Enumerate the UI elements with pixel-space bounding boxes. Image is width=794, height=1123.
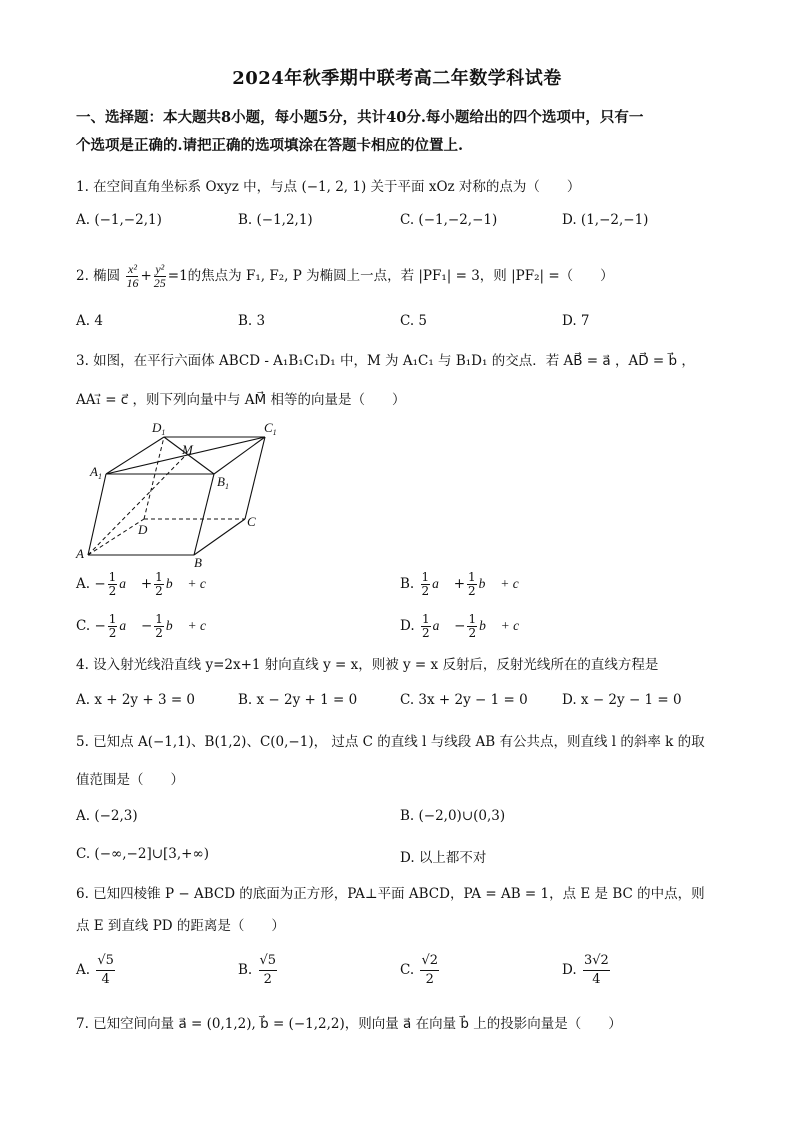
question-5-line-2: 值范围是（ ） (76, 772, 184, 788)
q2-suffix: =1的焦点为 F₁, F₂, P 为椭圆上一点，若 |PF₁| = 3，则 |PF₂| =（ ） (167, 268, 614, 284)
q2-frac1-num: x² (128, 262, 137, 276)
q2-frac2-num: y² (155, 262, 165, 276)
q6-option-a: A. $\frac{√5}{4}$ (76, 953, 114, 987)
q6-option-c: C. $\frac{√2}{2}$ (400, 953, 438, 987)
label-b1: $B_1$ (217, 474, 229, 491)
label-c: C (247, 514, 256, 529)
q1-option-d: D. (1,−2,−1) (562, 212, 649, 228)
q3-option-b: B. $\frac{1}{2}$ a⃗ + $\frac{1}{2}$ b⃗ + c⃗ (400, 570, 530, 598)
label-d1: $D_1$ (152, 420, 166, 437)
question-3-line-1: 3. 如图，在平行六面体 ABCD - A₁B₁C₁D₁ 中，M 为 A₁C₁ 与 B₁D₁ 的交点．若 AB⃗ = a⃗ ，AD⃗ = b⃗ ， (76, 353, 695, 369)
q5-option-c: C. (−∞,−2]∪[3,+∞) (76, 846, 209, 862)
q2-option-d: D. 7 (562, 313, 590, 329)
section-heading-line-2: 个选项是正确的.请把正确的选项填涂在答题卡相应的位置上. (76, 137, 464, 154)
label-m: M (182, 442, 193, 457)
hidden-edge-d-d1 (144, 437, 164, 519)
exam-title: 2024年秋季期中联考高二年数学科试卷 (232, 68, 562, 89)
parallelepiped-figure (74, 418, 294, 570)
q3-option-d: D. $\frac{1}{2}$ a⃗ − $\frac{1}{2}$ b⃗ + c⃗ (400, 612, 530, 640)
q4-option-a: A. x + 2y + 3 = 0 (76, 692, 196, 708)
question-1: 1. 在空间直角坐标系 Oxyz 中，与点 (−1, 2, 1) 关于平面 xOz 对称的点为（ ） (76, 179, 581, 195)
hidden-edge-a-d (88, 519, 144, 555)
q2-option-b: B. 3 (238, 313, 266, 329)
q2-option-a: A. 4 (76, 313, 103, 329)
q6-option-b: B. $\frac{√5}{2}$ (238, 953, 277, 987)
question-4: 4. 设入射光线沿直线 y=2x+1 射向直线 y = x，则被 y = x 反射后，反射光线所在的直线方程是 (76, 657, 659, 673)
edge-a1-d1 (106, 437, 164, 474)
question-5-line-1: 5. 已知点 A(−1,1)、B(1,2)、C(0,−1)， 过点 C 的直线 l 与线段 AB 有公共点，则直线 l 的斜率 k 的取 (76, 734, 705, 750)
q4-option-c: C. 3x + 2y − 1 = 0 (400, 692, 528, 708)
q3-option-c: C. − $\frac{1}{2}$ a⃗ − $\frac{1}{2}$ b⃗ + c⃗ (76, 612, 217, 640)
q4-option-d: D. x − 2y − 1 = 0 (562, 692, 682, 708)
q5-option-b: B. (−2,0)∪(0,3) (400, 808, 506, 824)
question-6-line-2: 点 E 到直线 PD 的距离是（ ） (76, 918, 285, 934)
q3-option-a: A. − $\frac{1}{2}$ a⃗ + $\frac{1}{2}$ b⃗ + c⃗ (76, 570, 217, 598)
label-b: B (194, 555, 202, 570)
label-d: D (138, 522, 148, 537)
q2-frac1-den: 16 (126, 276, 139, 290)
label-a1: $A_1$ (90, 464, 102, 481)
hidden-segment-a-m (88, 455, 186, 555)
q1-option-a: A. (−1,−2,1) (76, 212, 162, 228)
q2-plus: + (140, 268, 152, 284)
q4-option-b: B. x − 2y + 1 = 0 (238, 692, 358, 708)
edge-a-a1 (88, 474, 106, 555)
section-heading-line-1: 一、选择题：本大题共8小题，每小题5分，共计40分.每小题给出的四个选项中，只有一 (76, 109, 644, 126)
label-a: A (76, 546, 84, 561)
q6-option-d: D. $\frac{3√2}{4}$ (562, 953, 609, 987)
q1-option-b: B. (−1,2,1) (238, 212, 313, 228)
q2-fraction-x (126, 263, 138, 290)
q2-fraction-y (154, 263, 166, 290)
q2-option-c: C. 5 (400, 313, 428, 329)
question-3-line-2: AA₁⃗ = c⃗ ，则下列向量中与 AM⃗ 相等的向量是（ ） (76, 392, 406, 408)
question-7: 7. 已知空间向量 a⃗ = (0,1,2), b⃗ = (−1,2,2)，则向量 a⃗ 在向量 b⃗ 上的投影向量是（ ） (76, 1016, 622, 1032)
q2-prefix: 2. 椭圆 (76, 268, 121, 284)
q5-option-d: D. 以上都不对 (400, 850, 487, 866)
label-c1: $C_1$ (264, 420, 277, 437)
section-heading (76, 104, 722, 160)
q2-frac2-den: 25 (153, 276, 166, 290)
question-6-line-1: 6. 已知四棱锥 P − ABCD 的底面为正方形，PA⊥平面 ABCD，PA = AB = 1，点 E 是 BC 的中点，则 (76, 886, 705, 902)
q1-option-c: C. (−1,−2,−1) (400, 212, 498, 228)
q5-option-a: A. (−2,3) (76, 808, 138, 824)
question-2 (76, 258, 614, 294)
